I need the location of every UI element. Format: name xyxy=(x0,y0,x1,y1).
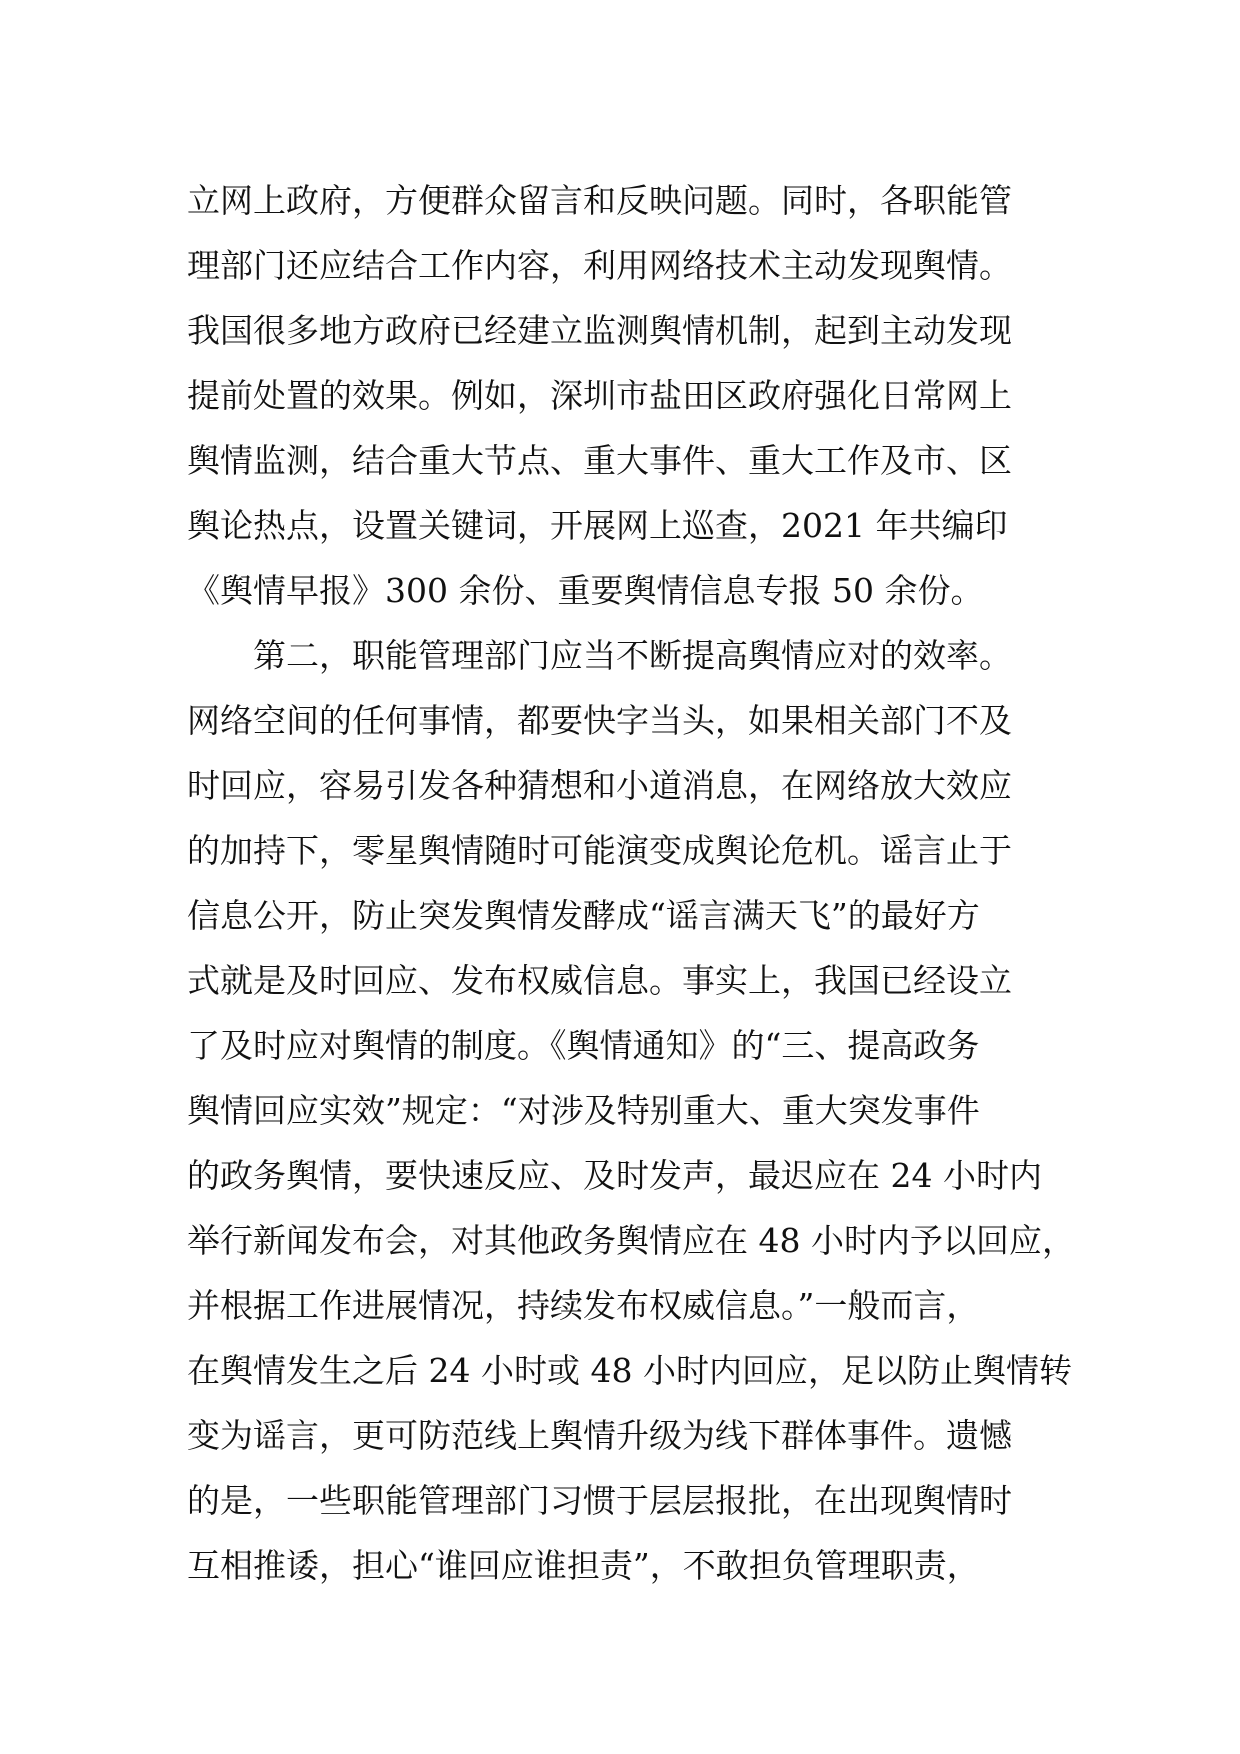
text-line: 式就是及时回应、发布权威信息。事实上，我国已经设立 xyxy=(187,961,1012,1000)
paragraph-first-line: 第二，职能管理部门应当不断提高舆情应对的效率。 xyxy=(253,636,1012,675)
text-line: 舆情回应实效”规定：“对涉及特别重大、重大突发事件 xyxy=(187,1091,980,1130)
text-line: 互相推诿，担心“谁回应谁担责”，不敢担负管理职责， xyxy=(187,1546,980,1585)
text-line: 并根据工作进展情况，持续发布权威信息。”一般而言， xyxy=(187,1286,980,1325)
text-line: 举行新闻发布会，对其他政务舆情应在 48 小时内予以回应， xyxy=(187,1221,1075,1260)
text-line: 我国很多地方政府已经建立监测舆情机制，起到主动发现 xyxy=(187,311,1012,350)
text-line: 舆情监测，结合重大节点、重大事件、重大工作及市、区 xyxy=(187,441,1012,480)
text-line: 时回应，容易引发各种猜想和小道消息，在网络放大效应 xyxy=(187,766,1012,805)
text-line: 的加持下，零星舆情随时可能演变成舆论危机。谣言止于 xyxy=(187,831,1012,870)
text-line: 理部门还应结合工作内容，利用网络技术主动发现舆情。 xyxy=(187,246,1012,285)
text-line: 变为谣言，更可防范线上舆情升级为线下群体事件。遗憾 xyxy=(187,1416,1012,1455)
body-text xyxy=(187,168,1087,1598)
text-line: 了及时应对舆情的制度。《舆情通知》的“三、提高政务 xyxy=(187,1026,980,1065)
text-line: 在舆情发生之后 24 小时或 48 小时内回应，足以防止舆情转 xyxy=(187,1351,1072,1390)
text-line: 提前处置的效果。例如，深圳市盐田区政府强化日常网上 xyxy=(187,376,1012,415)
text-line: 立网上政府，方便群众留言和反映问题。同时，各职能管 xyxy=(187,181,1012,220)
text-line: 舆论热点，设置关键词，开展网上巡查，2021 年共编印 xyxy=(187,506,1008,545)
text-line: 信息公开，防止突发舆情发酵成“谣言满天飞”的最好方 xyxy=(187,896,980,935)
text-line: 的政务舆情，要快速反应、及时发声，最迟应在 24 小时内 xyxy=(187,1156,1042,1195)
text-line: 网络空间的任何事情，都要快字当头，如果相关部门不及 xyxy=(187,701,1012,740)
text-line: 的是，一些职能管理部门习惯于层层报批，在出现舆情时 xyxy=(187,1481,1012,1520)
text-line: 《舆情早报》300 余份、重要舆情信息专报 50 余份。 xyxy=(187,571,984,610)
